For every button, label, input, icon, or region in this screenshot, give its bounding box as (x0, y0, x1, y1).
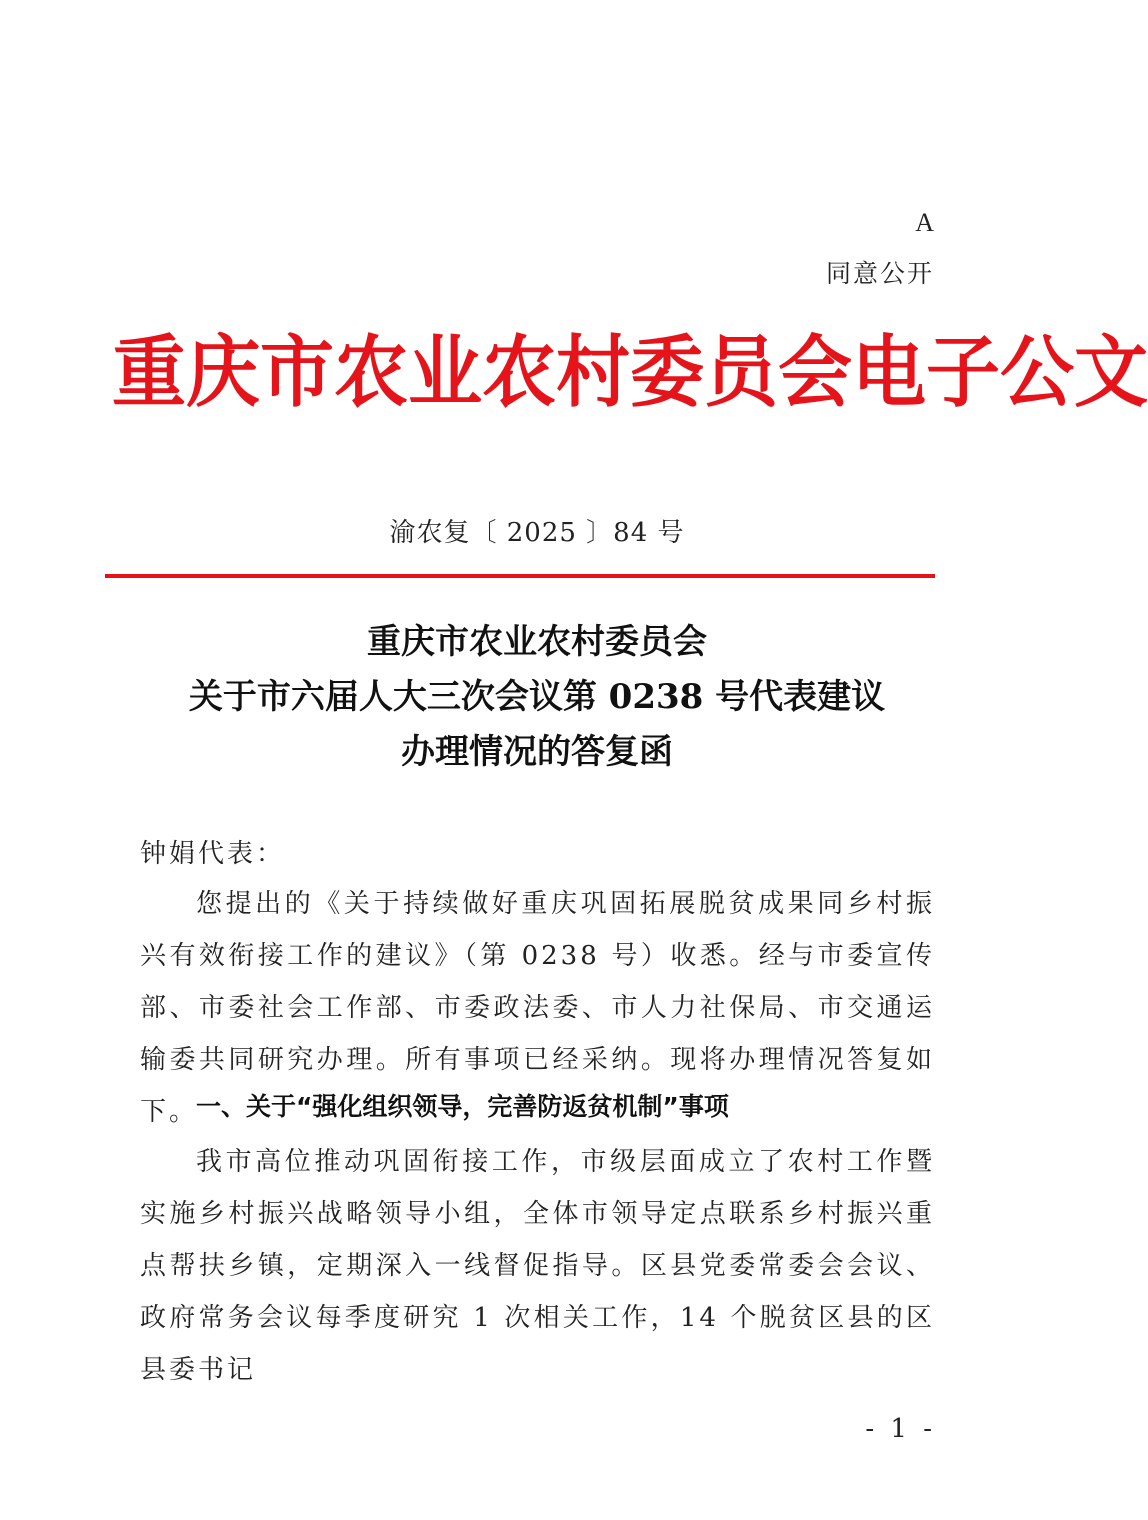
section-heading-1: 一、关于“强化组织领导，完善防返贫机制”事项 (196, 1092, 729, 1121)
body-paragraph-1: 您提出的《关于持续做好重庆巩固拓展脱贫成果同乡村振兴有效衔接工作的建议》（第 0238 号）收悉。经与市委宣传部、市委社会工作部、市委政法委、市人力社保局、市交通运输委共同研究办理。所有事项已经采纳。现将办理情况答复如下。 (140, 889, 935, 1127)
disclosure-status: 同意公开 (825, 259, 934, 288)
document-number: 渝农复〔 2025 〕84 号 (389, 518, 685, 548)
salutation: 钟娟代表： (140, 839, 286, 869)
body-paragraph-2: 我市高位推动巩固衔接工作，市级层面成立了农村工作暨实施乡村振兴战略领导小组，全体市领导定点联系乡村振兴重点帮扶乡镇，定期深入一线督促指导。区县党委常委会会议、政府常务会议每季度研究 1 次相关工作，14 个脱贫区县的区县委书记 (140, 1147, 935, 1385)
document-title-line-1: 重庆市农业农村委员会 (367, 622, 707, 662)
document-title-line-3: 办理情况的答复函 (401, 732, 673, 772)
document-title-line-2: 关于市六届人大三次会议第 0238 号代表建议 (188, 677, 886, 717)
masthead-title: 重庆市农业农村委员会电子公文 (112, 327, 1148, 418)
classification-mark: A (915, 208, 934, 237)
red-divider-line (105, 574, 935, 578)
page-number: - 1 - (865, 1414, 936, 1444)
